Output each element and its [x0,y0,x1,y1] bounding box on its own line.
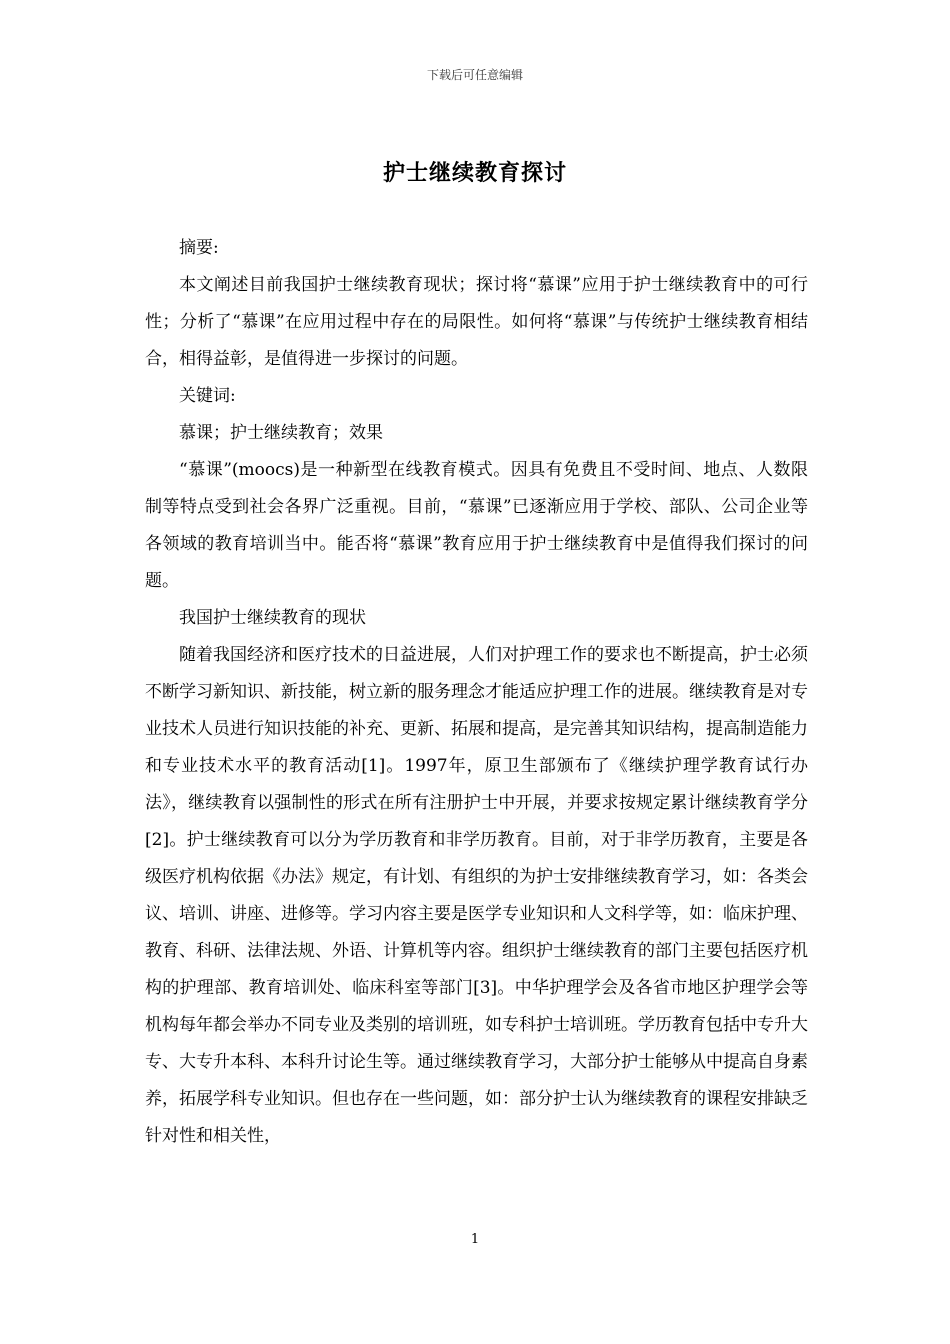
abstract-paragraph: 本文阐述目前我国护士继续教育现状；探讨将“慕课”应用于护士继续教育中的可行性；分析了“慕课”在应用过程中存在的局限性。如何将“慕课”与传统护士继续教育相结合，相得益彰，是值得进一步探讨的问题。 [145,275,808,369]
keywords-paragraph: 慕课；护士继续教育；效果 [179,423,383,443]
keywords-heading: 关键词: [179,386,236,406]
document-body [145,230,808,1155]
intro-paragraph: “慕课”(moocs)是一种新型在线教育模式。因具有免费且不受时间、地点、人数限制等特点受到社会各界广泛重视。目前，“慕课”已逐渐应用于学校、部队、公司企业等各领域的教育培训当中。能否将“慕课”教育应用于护士继续教育中是值得我们探讨的问题。 [145,460,808,591]
document-title: 护士继续教育探讨 [382,160,567,186]
body-paragraph: 随着我国经济和医疗技术的日益进展，人们对护理工作的要求也不断提高，护士必须不断学习新知识、新技能，树立新的服务理念才能适应护理工作的进展。继续教育是对专业技术人员进行知识技能的补充、更新、拓展和提高，是完善其知识结构，提高制造能力和专业技术水平的教育活动[1]。1997年，原卫生部颁布了《继续护理学教育试行办法》，继续教育以强制性的形式在所有注册护士中开展，并要求按规定累计继续教育学分[2]。护士继续教育可以分为学历教育和非学历教育。目前，对于非学历教育，主要是各级医疗机构依据《办法》规定，有计划、有组织的为护士安排继续教育学习，如：各类会议、培训、讲座、进修等。学习内容主要是医学专业知识和人文科学等，如：临床护理、教育、科研、法律法规、外语、计算机等内容。组织护士继续教育的部门主要包括医疗机构的护理部、教育培训处、临床科室等部门[3]。中华护理学会及各省市地区护理学会等机构每年都会举办不同专业及类别的培训班，如专科护士培训班。学历教育包括中专升大专、大专升本科、本科升讨论生等。通过继续教育学习，大部分护士能够从中提高自身素养，拓展学科专业知识。但也存在一些问题，如：部分护士认为继续教育的课程安排缺乏针对性和相关性， [145,645,808,1146]
abstract-heading: 摘要: [179,238,219,258]
page-header: 下载后可任意编辑 [426,68,523,82]
page-number: 1 [470,1232,480,1247]
section-heading: 我国护士继续教育的现状 [179,608,366,628]
